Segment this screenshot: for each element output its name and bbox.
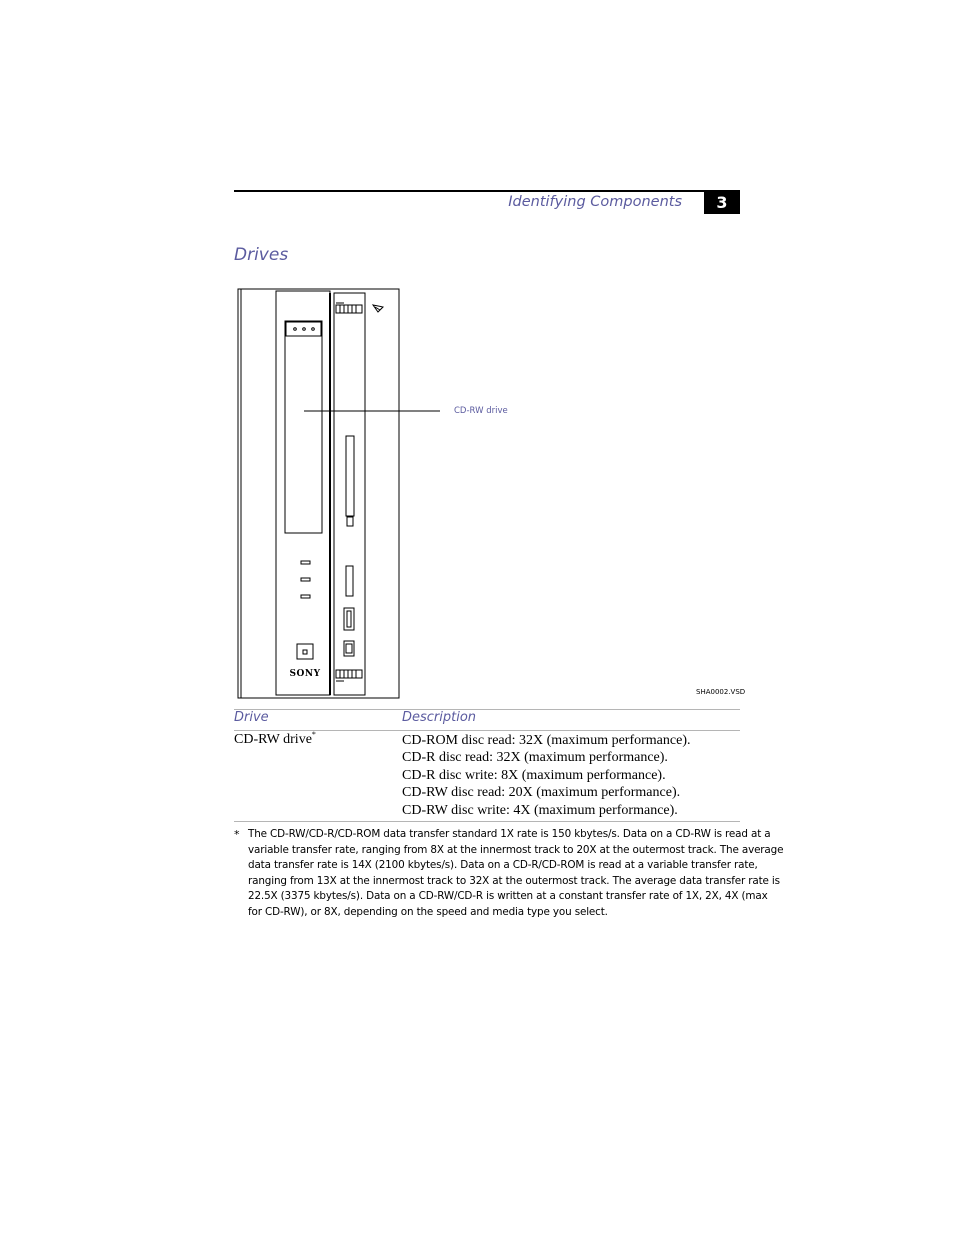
header-rule: [234, 190, 740, 192]
computer-tower-front-illustration: [234, 286, 740, 702]
description-line: CD-RW disc write: 4X (maximum performance).: [402, 802, 678, 818]
running-header-title: Identifying Components: [508, 194, 682, 210]
figure-id: SHA0002.VSD: [696, 688, 746, 696]
table-top-rule: [234, 709, 740, 710]
page-number: 3: [704, 192, 740, 214]
table-row-description: [402, 732, 690, 819]
footnote-marker: *: [234, 828, 240, 841]
footnote-line: The CD-RW/CD-R/CD-ROM data transfer standard 1X rate is 150 kbytes/s. Data on a CD-RW is read at a: [248, 828, 771, 840]
description-line: CD-RW disc read: 20X (maximum performance).: [402, 785, 681, 801]
table-header-rule: [234, 730, 740, 731]
table-header-description: Description: [402, 710, 477, 725]
table-bottom-rule: [234, 821, 740, 822]
footnote-reference: *: [311, 730, 316, 739]
footnote-line: variable transfer rate, ranging from 8X at the innermost track to 20X at the outermost track. The average: [248, 843, 784, 856]
footnote-text: [248, 827, 784, 921]
table-header-drive: Drive: [234, 710, 269, 725]
footnote-line: 22.5X (3375 kbytes/s). Data on a CD-RW/CD-R is written at a constant transfer rate of 1X, 2X, 4X (max: [248, 890, 768, 903]
callout-label-cd-rw-drive: CD-RW drive: [454, 406, 508, 416]
footnote-line: data transfer rate is 14X (2100 kbytes/s). Data on a CD-R/CD-ROM is read at a variable transfer rate,: [248, 859, 758, 872]
description-line: CD-R disc write: 8X (maximum performance).: [402, 767, 666, 783]
footnote-line: for CD-RW), or 8X, depending on the speed and media type you select.: [248, 905, 608, 918]
drive-name: CD-RW drive: [234, 732, 312, 747]
brand-logo: SONY: [289, 669, 321, 679]
footnote-line: ranging from 13X at the innermost track to 32X at the outermost track. The average data transfer rate is: [248, 874, 780, 887]
table-row-drive: [234, 732, 316, 748]
description-line: CD-R disc read: 32X (maximum performance).: [402, 750, 668, 766]
description-line: CD-ROM disc read: 32X (maximum performance).: [402, 733, 691, 748]
section-heading: Drives: [234, 245, 289, 265]
computer-front-figure: [234, 286, 740, 702]
